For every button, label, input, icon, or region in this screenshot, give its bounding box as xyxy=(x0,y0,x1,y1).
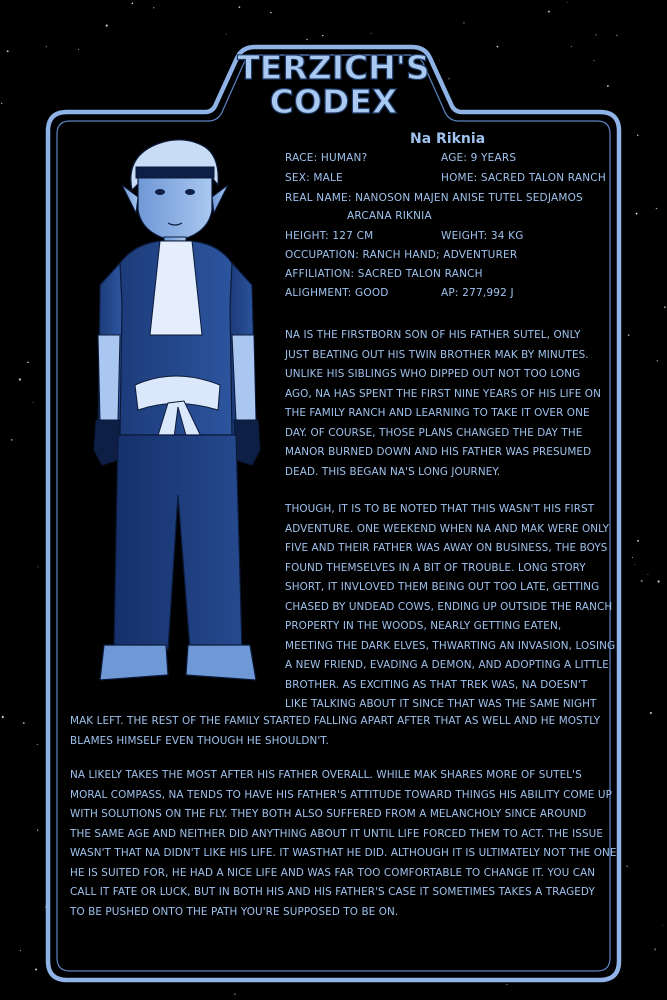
bio-line: ADVENTURE. ONE WEEKEND WHEN NA AND MAK WERE ONLY xyxy=(285,522,610,535)
bio-line: MEETING THE DARK ELVES, THWARTING AN INVASION, LOSING xyxy=(285,639,616,652)
bio-line: BLAMES HIMSELF EVEN THOUGH HE SHOULDN'T. xyxy=(70,734,329,747)
bio-line: FIVE AND THEIR FATHER WAS AWAY ON BUSINESS, THE BOYS xyxy=(285,542,608,554)
sex-field: SEX: MALE xyxy=(285,172,343,184)
ap-field: AP: 277,992 J xyxy=(441,287,514,299)
bio-line: CHASED BY UNDEAD COWS, ENDING UP OUTSIDE THE RANCH xyxy=(285,600,613,613)
bio-line: SHORT, IT INVLOVED THEM BEING OUT TOO LATE, GETTING xyxy=(285,581,600,593)
affiliation-field: AFFILIATION: SACRED TALON RANCH xyxy=(285,268,483,280)
bio-line: AGO, NA HAS SPENT THE FIRST NINE YEARS OF HIS LIFE ON xyxy=(285,387,601,400)
codex-title-line-2: CODEX xyxy=(269,82,398,121)
age-field: AGE: 9 YEARS xyxy=(441,152,517,164)
bio-line: WITH SOLUTIONS ON THE FLY. THEY BOTH ALSO SUFFERED FROM A MELANCHOLY SINCE AROUND xyxy=(70,808,587,820)
race-field: RACE: HUMAN? xyxy=(285,152,368,164)
bio-line: UNLIKE HIS SIBLINGS WHO DIPPED OUT NOT TOO LONG xyxy=(285,368,581,380)
bio-line: MAK LEFT. THE REST OF THE FAMILY STARTED FALLING APART AFTER THAT AS WELL AND HE MOSTLY xyxy=(70,715,601,727)
bio-line: HE IS SUITED FOR, HE HAD A NICE LIFE AND WAS FAR TOO COMFORTABLE TO CHANGE IT. YOU CAN xyxy=(70,866,596,879)
bio-line: THE FAMILY RANCH AND LEARNING TO TAKE IT OVER ONE xyxy=(285,407,590,419)
codex-title-line-1: TERZICH'S xyxy=(237,48,430,87)
height-field: HEIGHT: 127 CM xyxy=(285,230,374,242)
bio-line: DAY. OF COURSE, THOSE PLANS CHANGED THE DAY THE xyxy=(285,426,583,439)
bio-paragraph-1 xyxy=(285,326,601,482)
bio-line: CALL IT FATE OR LUCK, BUT IN BOTH HIS AND HIS FATHER'S CASE IT SOMETIMES TAKES A TRAGEDY xyxy=(70,886,595,898)
bio-line: NA IS THE FIRSTBORN SON OF HIS FATHER SUTEL, ONLY xyxy=(285,329,581,341)
bio-line: MORAL COMPASS, NA TENDS TO HAVE HIS FATHER'S ATTITUDE TOWARD THINGS HIS ABILITY COME UP xyxy=(70,788,612,801)
bio-paragraph-2-continued xyxy=(70,712,600,751)
bio-line: LIKE TALKING ABOUT IT SINCE THAT WAS THE SAME NIGHT xyxy=(285,698,597,710)
bio-line: FOUND THEMSELVES IN A BIT OF TROUBLE. LONG STORY xyxy=(285,561,586,574)
alignment-field: ALIGHMENT: GOOD xyxy=(285,287,389,299)
bio-line: MANOR BURNED DOWN AND HIS FATHER WAS PRESUMED xyxy=(285,446,592,458)
bio-paragraph-2 xyxy=(285,500,615,715)
real-name-field: REAL NAME: NANOSON MAJEN ANISE TUTEL SEDJAMOS xyxy=(285,192,583,204)
bio-line: THOUGH, IT IS TO BE NOTED THAT THIS WASN'T HIS FIRST xyxy=(285,503,595,515)
bio-line: THE SAME AGE AND NEITHER DID ANYTHING ABOUT IT UNTIL LIFE FORCED THEM TO ACT. THE ISSUE xyxy=(70,827,604,840)
character-illustration xyxy=(80,135,280,695)
weight-field: WEIGHT: 34 KG xyxy=(441,230,524,242)
bio-line: BROTHER. AS EXCITING AS THAT TREK WAS, NA DOESN'T xyxy=(285,678,588,691)
real-name-field-continued: ARCANA RIKNIA xyxy=(347,210,432,222)
bio-line: WASN'T THAT NA DIDN'T LIKE HIS LIFE. IT WASTHAT HE DID. ALTHOUGH IT IS ULTIMATELY NOT THE ONE xyxy=(70,847,617,859)
bio-paragraph-3 xyxy=(70,766,617,922)
bio-line: NA LIKELY TAKES THE MOST AFTER HIS FATHER OVERALL. WHILE MAK SHARES MORE OF SUTEL'S xyxy=(70,769,582,781)
bio-line: PROPERTY IN THE WOODS, NEARLY GETTING EATEN, xyxy=(285,620,562,632)
bio-line: A NEW FRIEND, EVADING A DEMON, AND ADOPTING A LITTLE xyxy=(285,659,609,671)
occupation-field: OCCUPATION: RANCH HAND; ADVENTURER xyxy=(285,249,518,261)
bio-line: JUST BEATING OUT HIS TWIN BROTHER MAK BY MINUTES. xyxy=(285,348,589,361)
character-name: Na Riknia xyxy=(410,131,486,147)
bio-line: TO BE PUSHED ONTO THE PATH YOU'RE SUPPOSED TO BE ON. xyxy=(70,905,399,918)
bio-line: DEAD. THIS BEGAN NA'S LONG JOURNEY. xyxy=(285,465,501,478)
home-field: HOME: SACRED TALON RANCH xyxy=(441,172,606,184)
